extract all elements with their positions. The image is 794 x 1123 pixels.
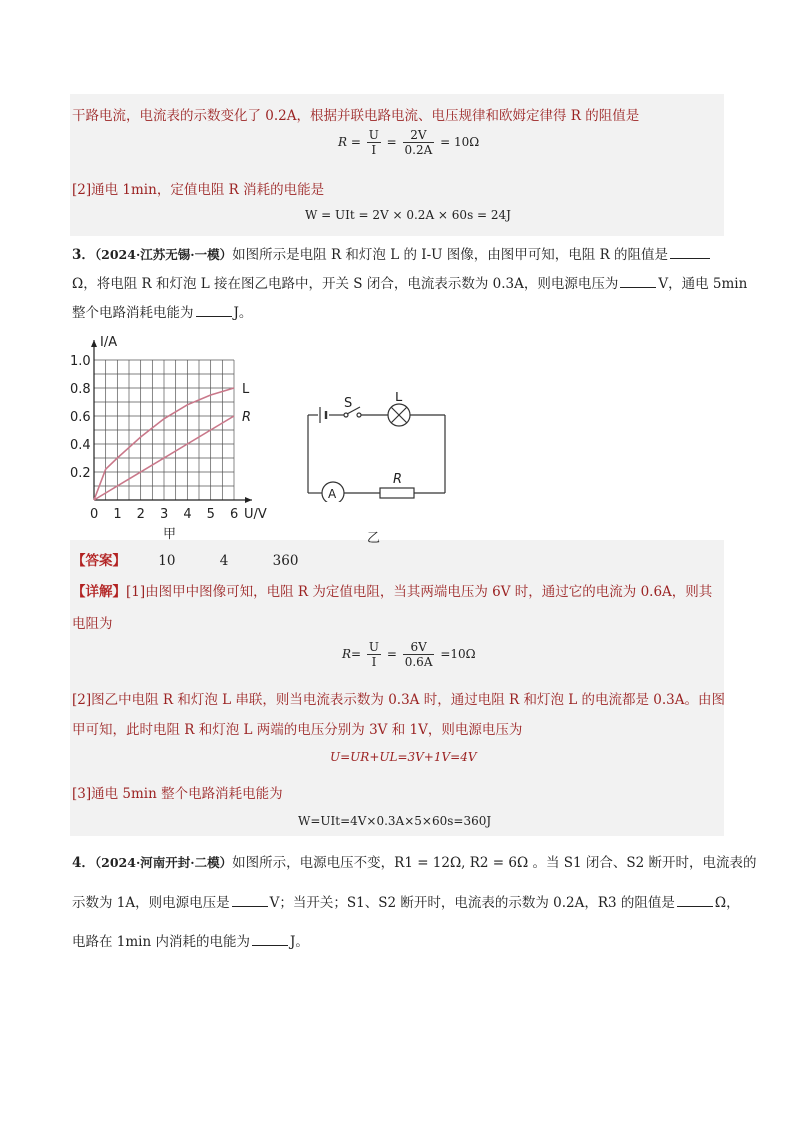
circuit-caption: 乙 <box>367 531 381 546</box>
y-tick-label: 0.8 <box>70 382 91 397</box>
circuit-wires <box>308 415 445 493</box>
x-tick-label: 5 <box>206 507 215 522</box>
x-axis-label: U/V <box>244 507 267 522</box>
x-tick-label: 3 <box>160 507 169 522</box>
answer-1: 10 <box>158 553 176 569</box>
q4-line3: 电路在 1min 内消耗的电能为 J。 <box>72 934 309 950</box>
answer-3: 360 <box>272 553 299 569</box>
iu-graph <box>70 330 290 530</box>
q3-equation-3: R= $\frac{U}{I}$ = $\frac{6V}{0.6A}$ =10Ω <box>342 640 476 669</box>
q3-equation-5: W=UIt=4V×0.3A×5×60s=360J <box>298 814 492 828</box>
q3-equation-4: U=UR+UL=3V+1V=4V <box>330 750 477 764</box>
switch-label: S <box>344 396 353 411</box>
q3-answer-line: 【答案】 10 4 360 <box>72 553 299 569</box>
answer-2: 4 <box>219 553 229 569</box>
q3-detail-2b: 甲可知，此时电阻 R 和灯泡 L 两端的电压分别为 3V 和 1V，则电源电压为 <box>72 722 523 738</box>
graph-grid <box>94 360 234 500</box>
resistor-label: R <box>393 472 403 487</box>
sol2-line1: 干路电流，电流表的示数变化了 0.2A，根据并联电路电流、电压规律和欧姆定律得 R 的阻值是 <box>72 108 640 124</box>
q4-line2: 示数为 1A，则电源电压是 V；当开关；S1、S2 断开时，电流表的示数为 0.2A，R3 的阻值是 Ω， <box>72 895 740 911</box>
series-L-label: L <box>242 382 250 397</box>
y-tick-label: 1.0 <box>70 354 91 369</box>
y-tick-label: 0.4 <box>70 438 91 453</box>
y-tick-label: 0.6 <box>70 410 91 425</box>
q3-line3: 整个电路消耗电能为 J。 <box>72 305 253 321</box>
x-tick-label: 2 <box>136 507 145 522</box>
lamp-icon <box>388 404 410 426</box>
battery-icon <box>320 407 326 423</box>
sol2-equation-2: W = UIt = 2V × 0.2A × 60s = 24J <box>305 208 511 222</box>
q3-detail-1: 【详解】[1]由图甲中图像可知，电阻 R 为定值电阻，当其两端电压为 6V 时，通过它的电流为 0.6A，则其 <box>72 584 713 600</box>
graph-caption: 甲 <box>163 527 177 542</box>
lamp-label: L <box>395 392 403 405</box>
ammeter-label: A <box>328 487 337 501</box>
q3-detail-1b: 电阻为 <box>72 616 113 632</box>
x-axis-arrow <box>245 497 252 503</box>
q3-line1: 3．（2024·江苏无锡·一模）如图所示是电阻 R 和灯泡 L 的 I-U 图像，由图甲可知，电阻 R 的阻值是 <box>72 243 712 263</box>
y-tick-label: 0.2 <box>70 466 91 481</box>
q3-detail-2: [2]图乙中电阻 R 和灯泡 L 串联，则当电流表示数为 0.3A 时，通过电阻 R 和灯泡 L 的电流都是 0.3A。由图 <box>72 692 726 708</box>
sol2-line2: [2]通电 1min，定值电阻 R 消耗的电能是 <box>72 182 325 198</box>
x-tick-label: 4 <box>183 507 192 522</box>
x-tick-label: 0 <box>90 507 99 522</box>
y-axis-arrow <box>91 340 97 347</box>
graph-labels <box>100 335 267 522</box>
q3-detail-3: [3]通电 5min 整个电路消耗电能为 <box>72 786 283 802</box>
circuit-diagram <box>300 392 470 502</box>
x-tick-label: 6 <box>230 507 239 522</box>
x-tick-label: 1 <box>113 507 122 522</box>
q4-line1: 4．（2024·河南开封·二模）如图所示，电源电压不变，R1 = 12Ω, R2 = 6Ω 。当 S1 闭合、S2 断开时，电流表的 <box>72 855 757 871</box>
graph-axes <box>91 340 252 503</box>
q3-line2: Ω，将电阻 R 和灯泡 L 接在图乙电路中，开关 S 闭合，电流表示数为 0.3A，则电源电压为 V，通电 5min <box>72 276 748 292</box>
series-R-label: R <box>242 410 252 425</box>
sol2-equation-1: R = $\frac{U}{I}$ = $\frac{2V}{0.2A}$ = 10Ω <box>338 128 480 157</box>
y-axis-label: I/A <box>100 335 118 350</box>
resistor-icon <box>380 488 414 498</box>
